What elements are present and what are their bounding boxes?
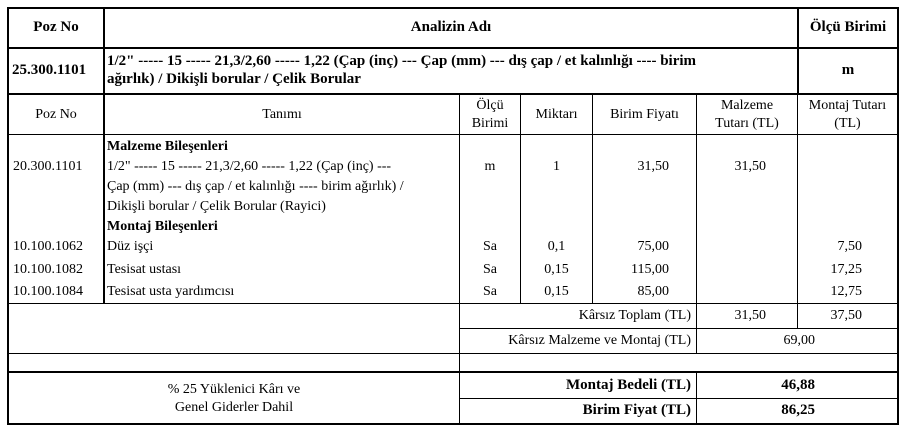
header-analiz-adi: Analizin Adı bbox=[410, 19, 492, 35]
montaj-item-unit-price: 115,00 bbox=[631, 262, 669, 277]
rule-h4 bbox=[7, 303, 899, 304]
rule-h5 bbox=[459, 328, 899, 329]
col-montaj-tutari-line1: Montaj Tutarı bbox=[808, 98, 887, 113]
karsiz-malzeme-montaj-label: Kârsız Malzeme ve Montaj (TL) bbox=[508, 333, 691, 348]
analysis-name-line1: 1/2" ----- 15 ----- 21,3/2,60 ----- 1,22 (Çap (inç) --- Çap (mm) --- dış çap / et kalınlığı ---- birim bbox=[107, 53, 697, 69]
header-poz-no: Poz No bbox=[33, 19, 79, 35]
montaj-item-desc: Düz işçi bbox=[107, 239, 154, 254]
analysis-code: 25.300.1101 bbox=[12, 62, 87, 78]
montaj-bedeli-label: Montaj Bedeli (TL) bbox=[566, 377, 691, 393]
malzeme-item-code: 20.300.1101 bbox=[13, 159, 83, 174]
col-tanimi: Tanımı bbox=[262, 107, 302, 122]
birim-fiyat-value: 86,25 bbox=[781, 402, 815, 418]
rule-v-poz bbox=[103, 7, 105, 304]
rule-h7 bbox=[7, 371, 899, 373]
montaj-item-unit: Sa bbox=[483, 262, 497, 277]
rule-right bbox=[897, 7, 899, 425]
rule-h8 bbox=[459, 398, 899, 399]
kar-note-line2: Genel Giderler Dahil bbox=[174, 400, 294, 415]
montaj-item-unit: Sa bbox=[483, 284, 497, 299]
malzeme-item-desc-line3: Dikişli borular / Çelik Borular (Rayici) bbox=[107, 199, 326, 214]
montaj-item-qty: 0,15 bbox=[544, 262, 569, 277]
analysis-unit: m bbox=[841, 62, 855, 78]
montaj-item-code: 10.100.1062 bbox=[13, 239, 83, 254]
montaj-item-labor-total: 17,25 bbox=[830, 262, 862, 277]
montaj-bedeli-value: 46,88 bbox=[781, 377, 815, 393]
rule-v-tanim bbox=[459, 94, 460, 425]
kar-note-line1: % 25 Yüklenici Kârı ve bbox=[167, 382, 301, 397]
rule-h3 bbox=[7, 134, 899, 135]
rule-top bbox=[7, 7, 899, 9]
malzeme-section-title: Malzeme Bileşenleri bbox=[107, 139, 228, 154]
rule-bottom bbox=[7, 423, 899, 425]
karsiz-toplam-labor: 37,50 bbox=[830, 308, 862, 323]
montaj-section-title: Montaj Bileşenleri bbox=[107, 219, 218, 234]
malzeme-item-unit: m bbox=[484, 159, 496, 174]
rule-h6 bbox=[7, 353, 899, 354]
rule-h1 bbox=[7, 47, 899, 49]
montaj-item-labor-total: 7,50 bbox=[837, 239, 862, 254]
col-birim-fiyati: Birim Fiyatı bbox=[610, 107, 679, 122]
montaj-item-code: 10.100.1082 bbox=[13, 262, 83, 277]
malzeme-item-qty: 1 bbox=[553, 159, 560, 174]
col-montaj-tutari-line2: (TL) bbox=[834, 116, 861, 131]
col-olcu-birimi-line1: Ölçü bbox=[476, 98, 504, 113]
montaj-item-unit-price: 85,00 bbox=[637, 284, 669, 299]
montaj-item-qty: 0,1 bbox=[547, 239, 566, 254]
montaj-item-unit: Sa bbox=[483, 239, 497, 254]
col-malzeme-tutari-line1: Malzeme bbox=[720, 98, 774, 113]
analysis-name-line2: ağırlık) / Dikişli borular / Çelik Borular bbox=[107, 71, 361, 87]
montaj-item-unit-price: 75,00 bbox=[637, 239, 669, 254]
montaj-item-code: 10.100.1084 bbox=[13, 284, 83, 299]
birim-fiyat-label: Birim Fiyat (TL) bbox=[582, 402, 691, 418]
col-poz-no: Poz No bbox=[35, 107, 77, 122]
montaj-item-desc: Tesisat ustası bbox=[107, 262, 182, 277]
header-olcu-birimi: Ölçü Birimi bbox=[809, 19, 887, 35]
col-malzeme-tutari-line2: Tutarı (TL) bbox=[715, 116, 779, 131]
malzeme-item-unit-price: 31,50 bbox=[637, 159, 669, 174]
col-olcu-birimi-line2: Birimi bbox=[471, 116, 509, 131]
montaj-item-desc: Tesisat usta yardımcısı bbox=[107, 284, 235, 299]
montaj-item-qty: 0,15 bbox=[544, 284, 569, 299]
karsiz-toplam-material: 31,50 bbox=[734, 308, 766, 323]
montaj-item-labor-total: 12,75 bbox=[830, 284, 862, 299]
malzeme-item-desc-line1: 1/2" ----- 15 ----- 21,3/2,60 ----- 1,22 (Çap (inç) --- bbox=[107, 159, 392, 174]
malzeme-item-material-total: 31,50 bbox=[734, 159, 766, 174]
rule-left bbox=[7, 7, 9, 425]
karsiz-malzeme-montaj-value: 69,00 bbox=[783, 333, 815, 348]
rule-h2 bbox=[7, 93, 899, 95]
karsiz-toplam-label: Kârsız Toplam (TL) bbox=[578, 308, 691, 323]
col-miktari: Miktarı bbox=[535, 107, 578, 122]
malzeme-item-desc-line2: Çap (mm) --- dış çap / et kalınlığı ---- birim ağırlık) / bbox=[107, 179, 404, 194]
